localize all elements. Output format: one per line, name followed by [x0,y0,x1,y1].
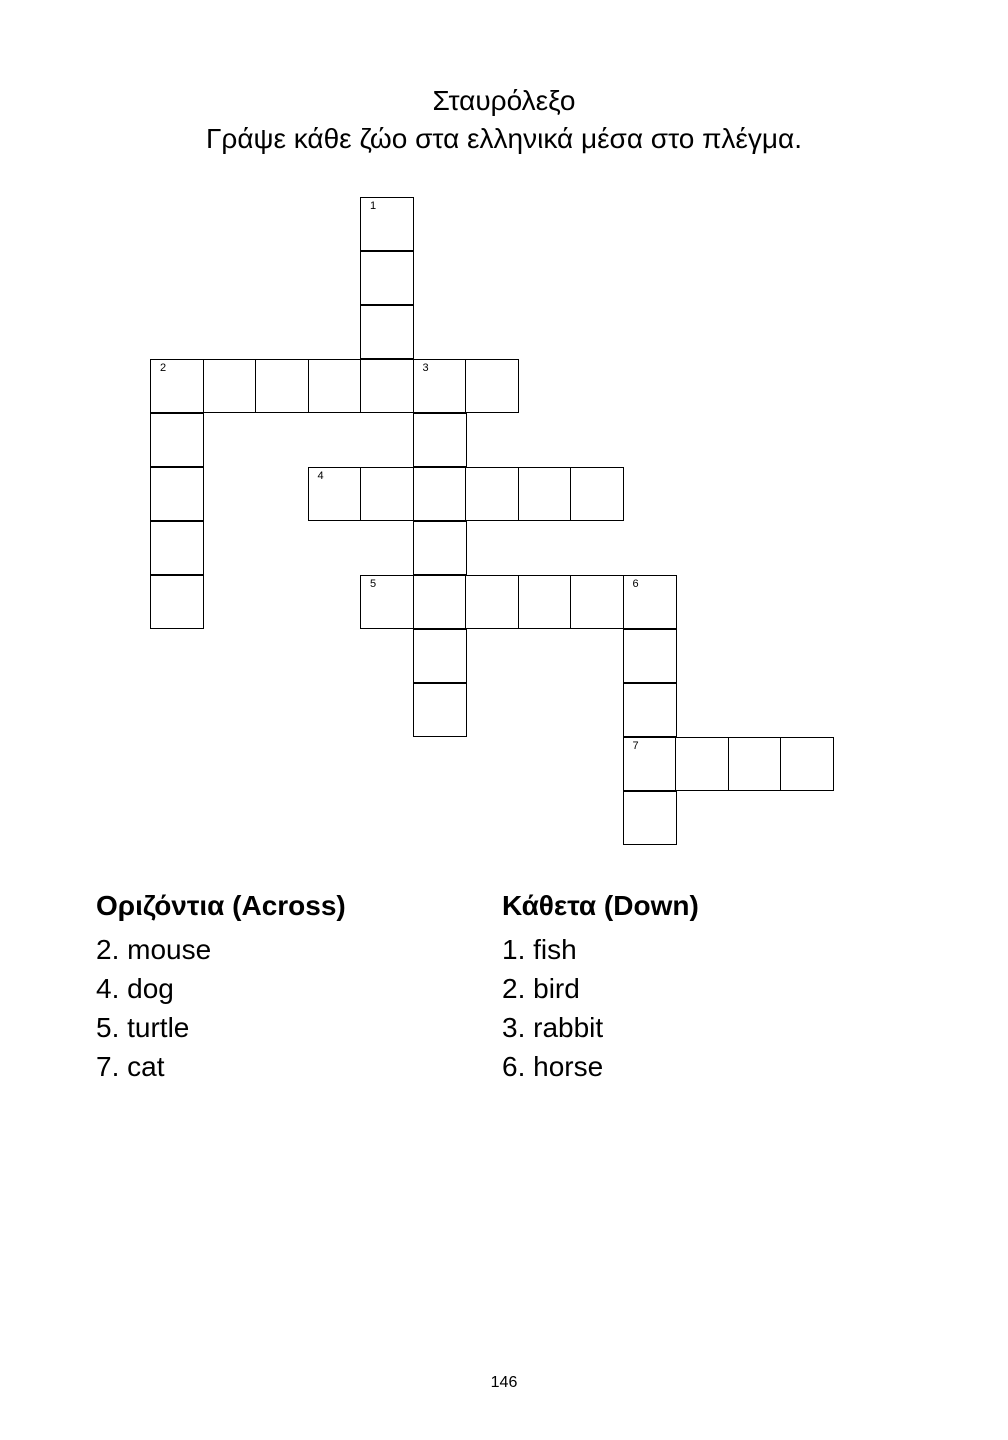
grid-cell[interactable] [413,683,467,737]
grid-cell[interactable] [570,467,624,521]
letter-input[interactable] [414,522,466,574]
letter-input[interactable] [466,576,518,628]
grid-cell[interactable] [413,359,467,413]
letter-input[interactable] [676,738,728,790]
grid-cell[interactable] [570,575,624,629]
letter-input[interactable] [624,576,676,628]
grid-cell[interactable] [413,521,467,575]
letter-input[interactable] [519,576,571,628]
down-clue: 1. fish [502,934,577,965]
grid-cell[interactable] [150,575,204,629]
page-number: 146 [490,1374,518,1391]
letter-input[interactable] [361,576,413,628]
letter-input[interactable] [414,360,466,412]
grid-cell[interactable] [465,467,519,521]
letter-input[interactable] [361,252,413,304]
letter-input[interactable] [414,468,466,520]
grid-cell[interactable] [360,575,414,629]
letter-input[interactable] [571,576,623,628]
across-heading: Οριζόντια (Across) [96,890,346,921]
clue-number: 7 [632,740,639,752]
grid-cell[interactable] [413,629,467,683]
grid-cell[interactable] [518,575,572,629]
letter-input[interactable] [571,468,623,520]
clue-number: 2 [160,362,167,374]
grid-cell[interactable] [413,467,467,521]
grid-cell[interactable] [308,359,362,413]
letter-input[interactable] [729,738,781,790]
grid-cell[interactable] [203,359,257,413]
page-title: Σταυρόλεξο [432,85,576,116]
grid-cell[interactable] [413,575,467,629]
grid-cell[interactable] [360,359,414,413]
down-clue: 6. horse [502,1051,604,1082]
grid-cell[interactable] [150,521,204,575]
across-clue: 2. mouse [96,934,212,965]
grid-cell[interactable] [308,467,362,521]
clue-number: 4 [317,470,324,482]
grid-cell[interactable] [360,467,414,521]
grid-cell[interactable] [623,683,677,737]
across-clue: 7. cat [96,1051,165,1082]
letter-input[interactable] [151,522,203,574]
down-heading: Κάθετα (Down) [502,890,699,921]
clue-number: 1 [370,200,377,212]
letter-input[interactable] [151,414,203,466]
letter-input[interactable] [361,468,413,520]
grid-cell[interactable] [413,413,467,467]
letter-input[interactable] [309,360,361,412]
letter-input[interactable] [256,360,308,412]
down-clue: 3. rabbit [502,1012,604,1043]
grid-cell[interactable] [780,737,834,791]
letter-input[interactable] [781,738,833,790]
letter-input[interactable] [624,630,676,682]
clue-number: 6 [632,578,639,590]
grid-cell[interactable] [255,359,309,413]
letter-input[interactable] [414,414,466,466]
grid-cell[interactable] [465,359,519,413]
across-clue: 5. turtle [96,1012,190,1043]
letter-input[interactable] [151,576,203,628]
clue-number: 5 [370,578,377,590]
letter-input[interactable] [519,468,571,520]
letter-input[interactable] [309,468,361,520]
letter-input[interactable] [414,630,466,682]
grid-cell[interactable] [360,251,414,305]
letter-input[interactable] [414,576,466,628]
letter-input[interactable] [414,684,466,736]
letter-input[interactable] [624,792,676,844]
letter-input[interactable] [466,468,518,520]
letter-input[interactable] [361,360,413,412]
grid-cell[interactable] [623,575,677,629]
letter-input[interactable] [466,360,518,412]
clue-number: 3 [422,362,429,374]
grid-cell[interactable] [728,737,782,791]
letter-input[interactable] [151,360,203,412]
grid-cell[interactable] [360,305,414,359]
grid-cell[interactable] [518,467,572,521]
grid-cell[interactable] [150,467,204,521]
across-clue: 4. dog [96,973,174,1004]
down-clue: 2. bird [502,973,580,1004]
letter-input[interactable] [624,684,676,736]
grid-cell[interactable] [150,413,204,467]
grid-cell[interactable] [465,575,519,629]
grid-cell[interactable] [623,629,677,683]
grid-cell[interactable] [150,359,204,413]
letter-input[interactable] [624,738,676,790]
letter-input[interactable] [151,468,203,520]
letter-input[interactable] [361,198,413,250]
grid-cell[interactable] [675,737,729,791]
instructions: Γράψε κάθε ζώο στα ελληνικά μέσα στο πλέγμα. [206,123,802,154]
grid-cell[interactable] [360,197,414,251]
letter-input[interactable] [361,306,413,358]
letter-input[interactable] [204,360,256,412]
grid-cell[interactable] [623,737,677,791]
grid-cell[interactable] [623,791,677,845]
